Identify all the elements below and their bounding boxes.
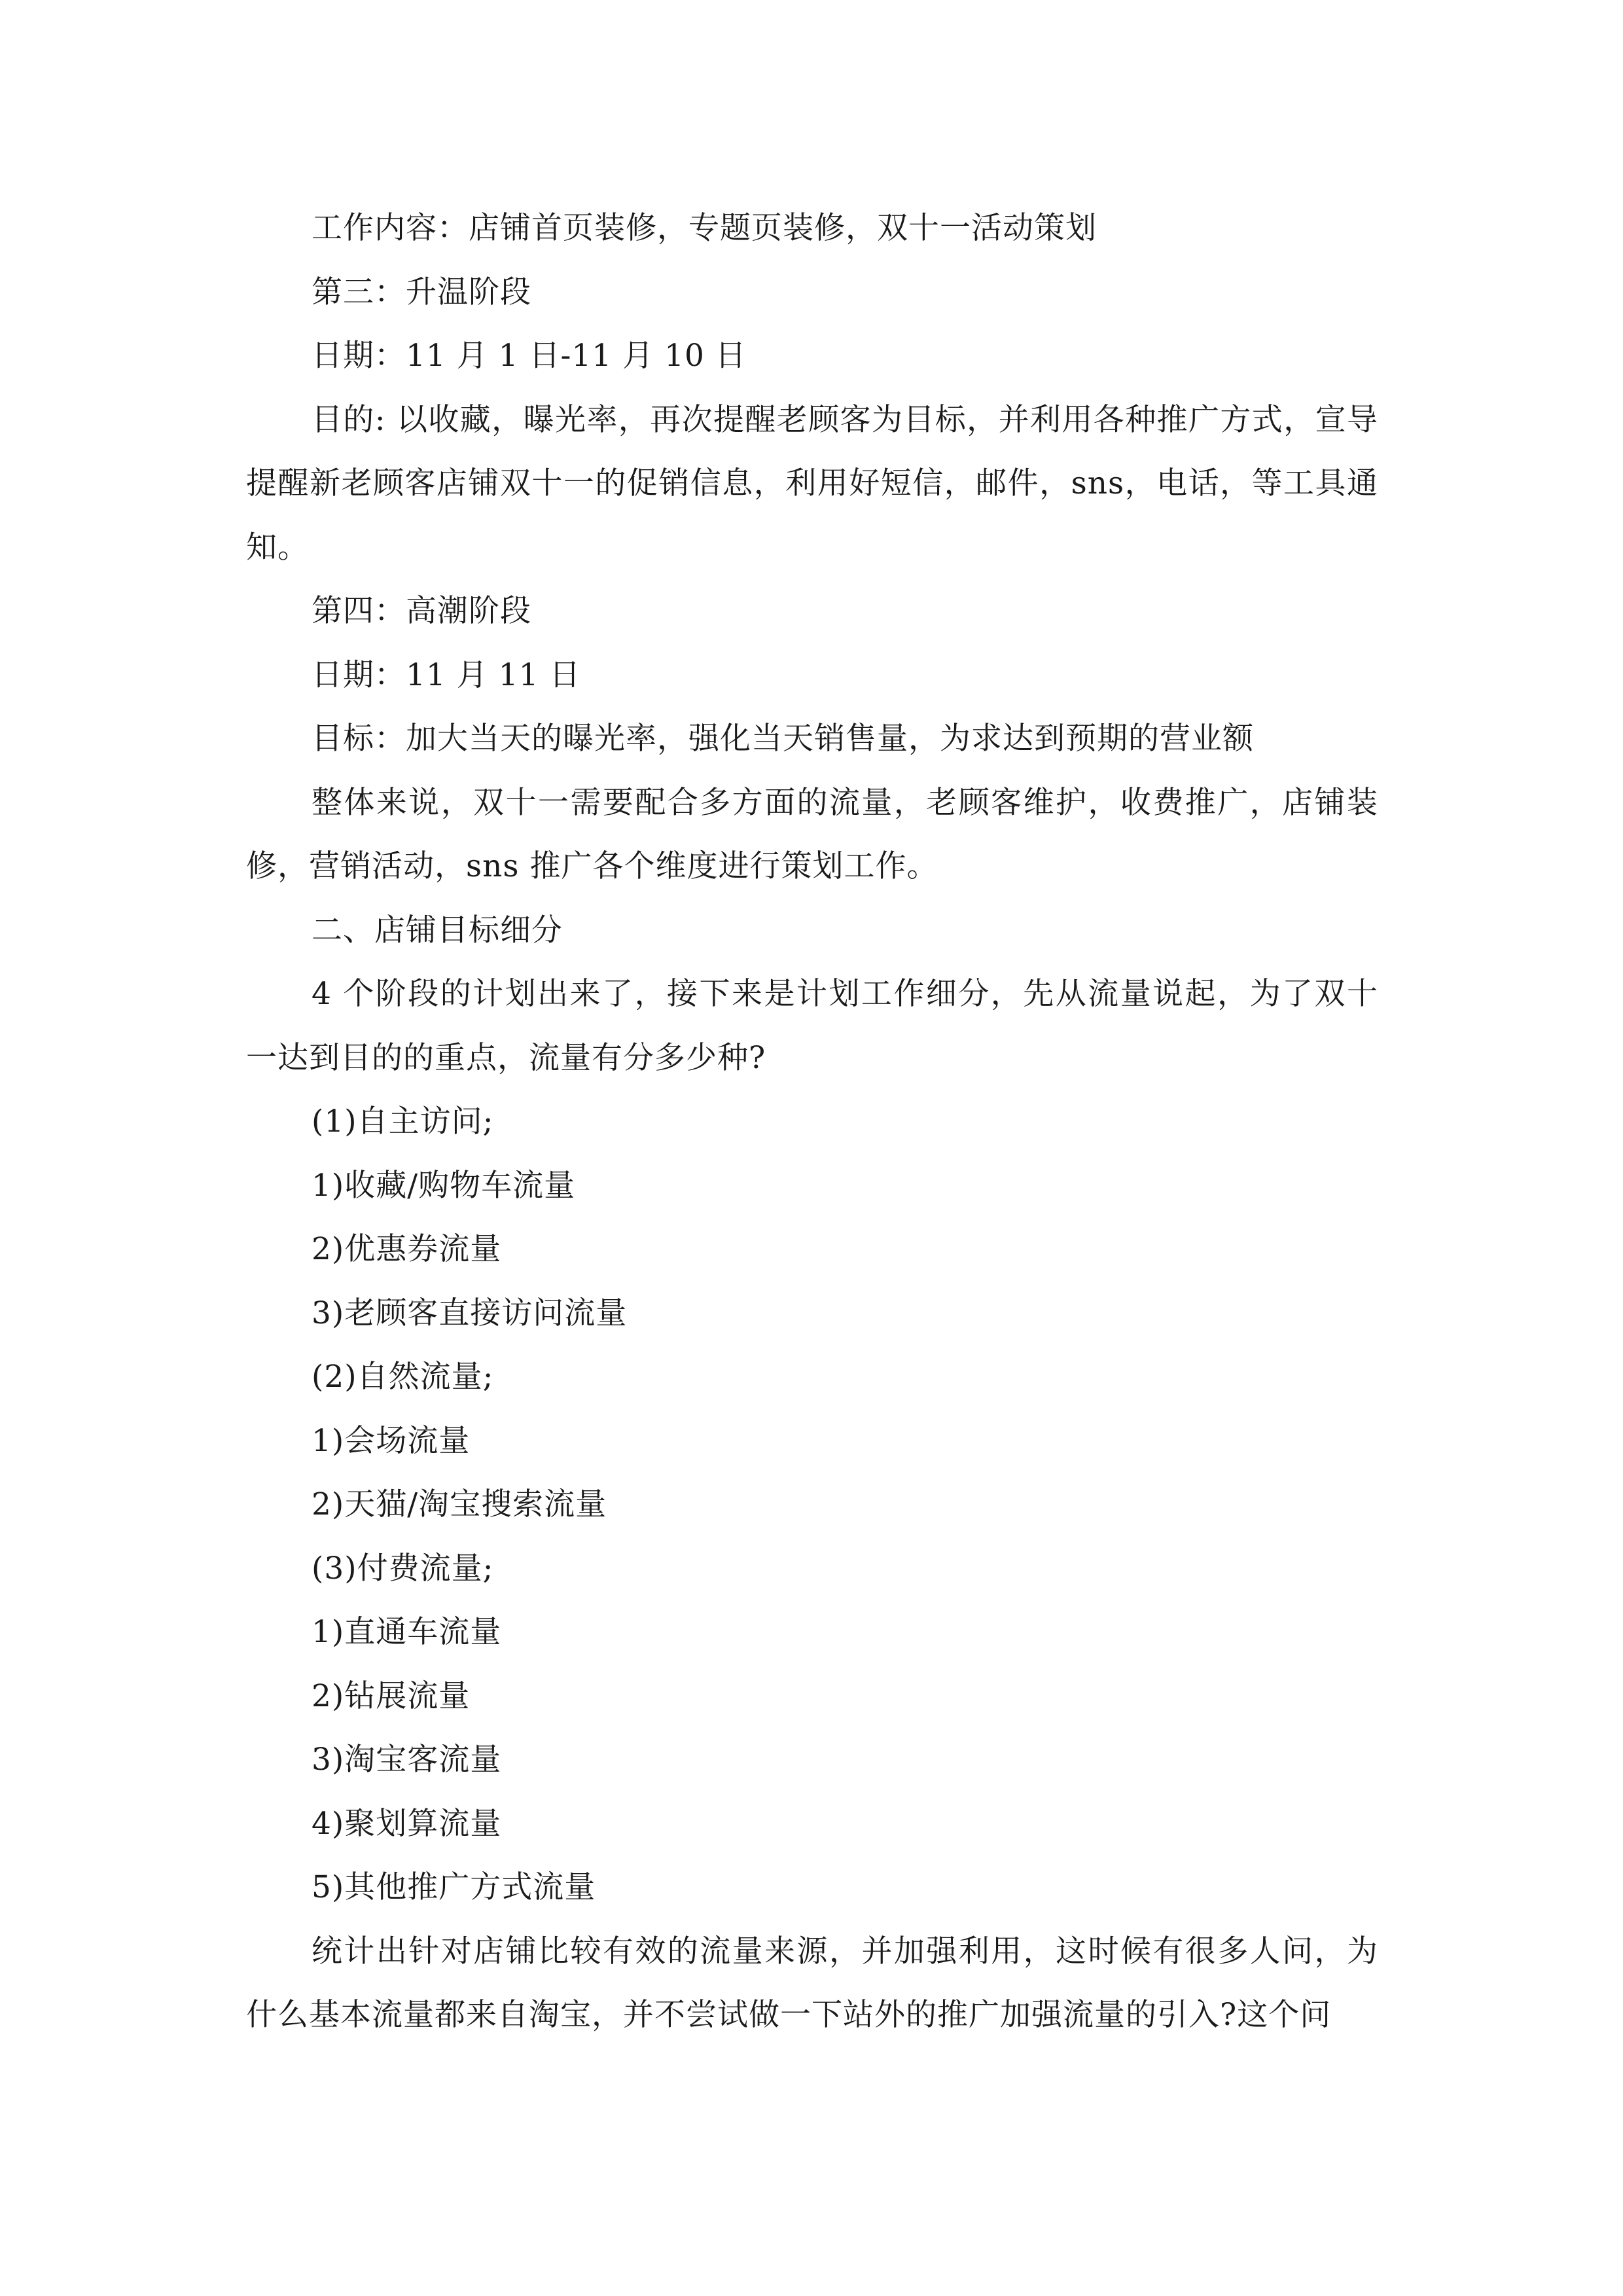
list-item: 2)钻展流量 — [312, 1677, 471, 1714]
list-heading-self-visit: (1)自主访问; — [312, 1103, 494, 1139]
paragraph-climax-goal: 目标：加大当天的曝光率，强化当天销售量，为求达到预期的营业额 — [312, 721, 1254, 757]
list-item: 2)天猫/淘宝搜索流量 — [312, 1486, 607, 1522]
list-item: 4)聚划算流量 — [312, 1805, 502, 1842]
section-heading-store-goals: 二、店铺目标细分 — [312, 912, 563, 948]
paragraph-traffic-intro: 4 个阶段的计划出来了，接下来是计划工作细分，先从流量说起，为了双十一达到目的的重点，流量有分多少种? — [246, 976, 1378, 1076]
list-item: 1)收藏/购物车流量 — [312, 1167, 576, 1204]
paragraph-climax-date: 日期：11 月 11 日 — [312, 656, 581, 693]
list-item: 3)淘宝客流量 — [312, 1742, 502, 1778]
list-item: 2)优惠券流量 — [312, 1231, 502, 1267]
section-heading-warmup: 第三：升温阶段 — [312, 274, 531, 310]
section-heading-climax: 第四：高潮阶段 — [312, 593, 531, 629]
paragraph-work-content: 工作内容：店铺首页装修，专题页装修，双十一活动策划 — [312, 210, 1097, 246]
paragraph-summary: 整体来说，双十一需要配合多方面的流量，老顾客维护，收费推广，店铺装修，营销活动，sns 推广各个维度进行策划工作。 — [246, 784, 1378, 884]
list-heading-natural-traffic: (2)自然流量; — [312, 1359, 494, 1395]
list-item: 1)会场流量 — [312, 1422, 471, 1459]
paragraph-traffic-stats: 统计出针对店铺比较有效的流量来源，并加强利用，这时候有很多人问，为什么基本流量都来自淘宝，并不尝试做一下站外的推广加强流量的引入?这个问 — [246, 1933, 1378, 2033]
list-item: 3)老顾客直接访问流量 — [312, 1295, 628, 1331]
list-heading-paid-traffic: (3)付费流量; — [312, 1550, 494, 1587]
list-item: 5)其他推广方式流量 — [312, 1869, 596, 1905]
paragraph-warmup-date: 日期：11 月 1 日-11 月 10 日 — [312, 338, 747, 374]
document-body — [246, 196, 1378, 2047]
paragraph-warmup-goal: 目的: 以收藏，曝光率，再次提醒老顾客为目标，并利用各种推广方式，宣导提醒新老顾客店铺双十一的促销信息，利用好短信，邮件，sns，电话，等工具通知。 — [246, 401, 1378, 565]
list-item: 1)直通车流量 — [312, 1614, 502, 1650]
